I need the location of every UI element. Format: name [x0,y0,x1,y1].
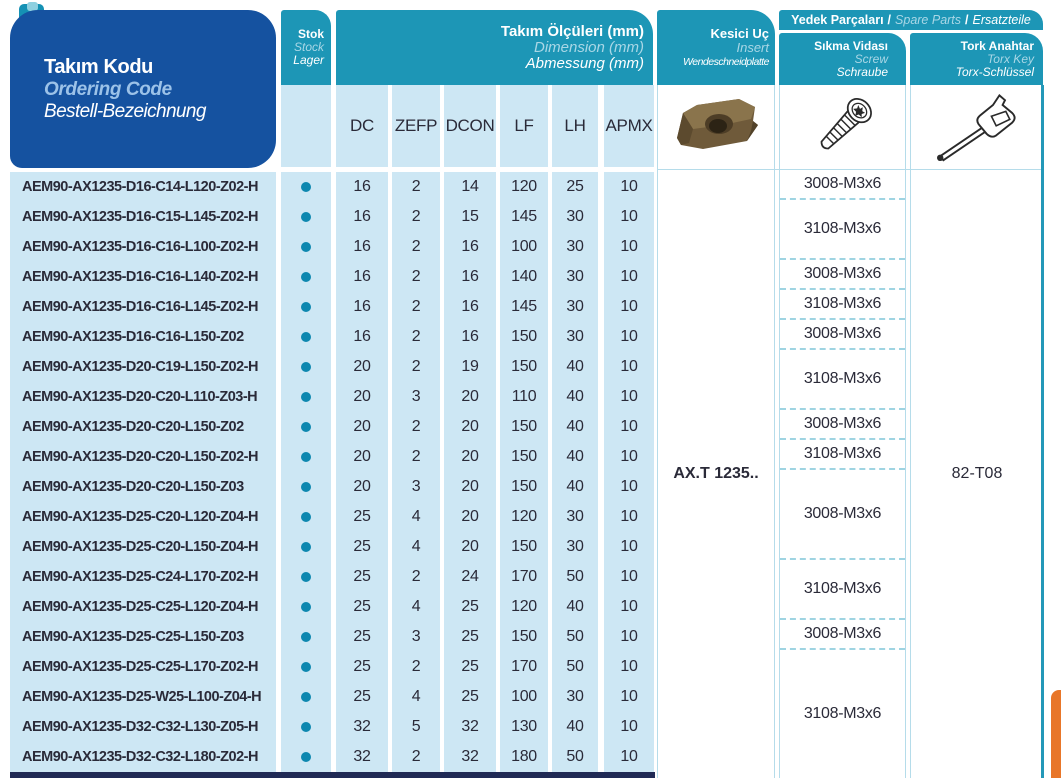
lh-cell: 50 [566,568,584,585]
screw-label-de: Schraube [836,64,888,79]
spare-parts-label-de: Ersatzteile [972,13,1031,27]
dc-cell: 25 [353,508,371,525]
zefp-cell: 4 [411,688,421,705]
code-cell: AEM90-AX1235-D32-C32-L130-Z05-H [22,719,258,735]
lh-cell: 50 [566,658,584,675]
screw-value-cell: 3008-M3x6 [780,260,905,290]
stock-cell [281,682,331,712]
insert-code-cell: AX.T 1235.. [657,170,775,778]
insert-label-tr: Kesici Uç [710,25,769,41]
stock-cell [281,712,331,742]
lh-cell: 50 [566,628,584,645]
dc-cell: 25 [353,598,371,615]
stock-cell [281,172,331,202]
lf-cell: 170 [511,568,537,585]
screw-value-cell: 3008-M3x6 [780,410,905,440]
dcon-cell: 15 [461,208,479,225]
stock-cell [281,742,331,772]
apmx-cell: 10 [620,688,638,705]
code-cell: AEM90-AX1235-D25-C24-L170-Z02-H [22,569,258,585]
spare-parts-label-en: Spare Parts [895,13,962,27]
zefp-cell: 2 [411,448,421,465]
stock-cell [281,412,331,442]
in-stock-dot-icon [301,602,311,612]
insert-photo-cell [657,85,775,169]
dcon-cell: 25 [461,628,479,645]
dimensions-label-de: Abmessung (mm) [525,54,644,72]
zefp-cell: 2 [411,178,421,195]
apmx-cell: 10 [620,628,638,645]
zefp-column [392,172,440,772]
lf-cell: 100 [511,238,537,255]
zefp-cell: 4 [411,598,421,615]
stock-cell [281,532,331,562]
stock-cell [281,232,331,262]
zefp-cell: 2 [411,208,421,225]
zefp-cell: 2 [411,238,421,255]
in-stock-dot-icon [301,212,311,222]
lf-cell: 140 [511,268,537,285]
dcon-cell: 32 [461,718,479,735]
stock-cell [281,502,331,532]
dc-cell: 32 [353,718,371,735]
insert-label-en: Insert [736,39,769,55]
dcon-cell: 16 [461,268,479,285]
dcon-cell: 20 [461,538,479,555]
code-cell: AEM90-AX1235-D16-C16-L100-Z02-H [22,239,258,255]
dcon-cell: 25 [461,688,479,705]
screw-label-tr: Sıkma Vidası [814,38,888,53]
stock-cell [281,352,331,382]
lf-cell: 120 [511,178,537,195]
stock-cell [281,442,331,472]
table-right-edge [1041,85,1044,778]
lf-cell: 170 [511,658,537,675]
dc-cell: 25 [353,568,371,585]
screw-column [779,170,906,778]
column-header-lh: LH [552,85,598,167]
dcon-cell: 20 [461,508,479,525]
torx-key-label-tr: Tork Anahtar [960,38,1034,53]
dc-cell: 20 [353,388,371,405]
dc-cell: 16 [353,268,371,285]
code-cell: AEM90-AX1235-D20-C19-L150-Z02-H [22,359,258,375]
torx-key-photo-cell [910,85,1043,169]
stock-label-en: Stock [293,40,324,54]
code-cell: AEM90-AX1235-D20-C20-L110-Z03-H [22,389,258,405]
apmx-cell: 10 [620,718,638,735]
bottom-navy-bar [10,772,655,778]
dcon-cell: 32 [461,748,479,765]
dcon-cell: 16 [461,328,479,345]
apmx-cell: 10 [620,748,638,765]
lh-cell: 40 [566,418,584,435]
stock-cell [281,292,331,322]
dcon-cell: 20 [461,448,479,465]
stock-cell [281,652,331,682]
dc-cell: 16 [353,178,371,195]
page-edge-orange-tab [1051,690,1061,778]
dcon-cell: 20 [461,388,479,405]
in-stock-dot-icon [301,422,311,432]
zefp-cell: 4 [411,538,421,555]
dc-cell: 25 [353,658,371,675]
code-cell: AEM90-AX1235-D25-C25-L150-Z03 [22,629,244,645]
lh-column [552,172,598,772]
column-header-dc: DC [336,85,388,167]
lf-column [500,172,548,772]
stock-cell [281,622,331,652]
in-stock-dot-icon [301,332,311,342]
lf-cell: 145 [511,208,537,225]
spare-parts-label-tr: Yedek Parçaları [791,13,884,27]
code-cell: AEM90-AX1235-D16-C16-L150-Z02 [22,329,244,345]
apmx-cell: 10 [620,508,638,525]
spare-parts-band [779,10,1043,30]
lh-cell: 30 [566,298,584,315]
column-header-apmx: APMX [604,85,654,167]
code-cell: AEM90-AX1235-D25-C20-L120-Z04-H [22,509,258,525]
dcon-column [444,172,496,772]
zefp-cell: 4 [411,508,421,525]
dc-cell: 16 [353,328,371,345]
lf-cell: 150 [511,328,537,345]
stock-cell [281,262,331,292]
lh-cell: 40 [566,388,584,405]
stock-label-de: Lager [293,53,324,67]
code-cell: AEM90-AX1235-D20-C20-L150-Z03 [22,479,244,495]
dc-cell: 25 [353,628,371,645]
table-top-rule [657,169,1044,170]
ordering-code-title-de: Bestell-Bezeichnung [44,100,206,122]
apmx-cell: 10 [620,238,638,255]
screw-value-cell: 3108-M3x6 [780,200,905,260]
column-header-lf: LF [500,85,548,167]
dc-cell: 16 [353,238,371,255]
in-stock-dot-icon [301,542,311,552]
code-cell: AEM90-AX1235-D16-C16-L145-Z02-H [22,299,258,315]
apmx-cell: 10 [620,538,638,555]
screw-value-cell: 3108-M3x6 [780,440,905,470]
lf-cell: 100 [511,688,537,705]
stock-header [281,10,331,85]
dcon-cell: 19 [461,358,479,375]
lh-cell: 50 [566,748,584,765]
apmx-cell: 10 [620,328,638,345]
code-cell: AEM90-AX1235-D20-C20-L150-Z02 [22,419,244,435]
code-cell: AEM90-AX1235-D16-C14-L120-Z02-H [22,179,258,195]
apmx-cell: 10 [620,208,638,225]
dcon-cell: 20 [461,418,479,435]
stock-cell [281,592,331,622]
screw-value-cell: 3108-M3x6 [780,350,905,410]
dc-cell: 20 [353,418,371,435]
lh-cell: 25 [566,178,584,195]
lh-cell: 40 [566,718,584,735]
screw-label-en: Screw [854,51,888,66]
screw-value-cell: 3108-M3x6 [780,560,905,620]
lh-cell: 30 [566,208,584,225]
dc-cell: 20 [353,478,371,495]
in-stock-dot-icon [301,752,311,762]
zefp-cell: 3 [411,478,421,495]
screw-photo-cell [779,85,906,169]
stock-cell [281,472,331,502]
dcon-cell: 16 [461,238,479,255]
lf-cell: 150 [511,478,537,495]
apmx-cell: 10 [620,478,638,495]
code-cell: AEM90-AX1235-D20-C20-L150-Z02-H [22,449,258,465]
code-column [10,172,276,772]
zefp-cell: 2 [411,358,421,375]
code-cell: AEM90-AX1235-D16-C15-L145-Z02-H [22,209,258,225]
in-stock-dot-icon [301,272,311,282]
stock-subheader-cell [281,85,331,167]
code-cell: AEM90-AX1235-D25-C25-L120-Z04-H [22,599,258,615]
in-stock-dot-icon [301,512,311,522]
zefp-cell: 2 [411,268,421,285]
dimensions-label-tr: Takım Ölçüleri (mm) [500,22,644,40]
dc-cell: 25 [353,688,371,705]
apmx-cell: 10 [620,178,638,195]
ordering-code-title-en: Ordering Code [44,78,172,100]
in-stock-dot-icon [301,482,311,492]
in-stock-dot-icon [301,632,311,642]
torx-key-header [910,33,1043,85]
lf-cell: 110 [511,388,537,405]
zefp-cell: 2 [411,748,421,765]
in-stock-dot-icon [301,662,311,672]
dc-cell: 20 [353,358,371,375]
stock-cell [281,202,331,232]
zefp-cell: 2 [411,298,421,315]
stock-cell [281,322,331,352]
in-stock-dot-icon [301,392,311,402]
zefp-cell: 2 [411,658,421,675]
dimensions-header [336,10,653,85]
dc-cell: 25 [353,538,371,555]
torx-key-drawing-icon [929,89,1025,165]
screw-value-cell: 3108-M3x6 [803,705,882,722]
apmx-cell: 10 [620,298,638,315]
lf-cell: 150 [511,628,537,645]
apmx-cell: 10 [620,568,638,585]
dcon-cell: 24 [461,568,479,585]
apmx-cell: 10 [620,658,638,675]
lf-cell: 150 [511,418,537,435]
in-stock-dot-icon [301,572,311,582]
lh-cell: 30 [566,328,584,345]
lh-cell: 40 [566,598,584,615]
dcon-cell: 25 [461,658,479,675]
zefp-cell: 2 [411,568,421,585]
separator: / [965,13,969,27]
lh-cell: 40 [566,358,584,375]
lf-cell: 120 [511,508,537,525]
apmx-cell: 10 [620,598,638,615]
dc-cell: 32 [353,748,371,765]
dimensions-label-en: Dimension (mm) [533,38,644,56]
ordering-code-title-tr: Takım Kodu [44,55,153,78]
zefp-cell: 2 [411,418,421,435]
code-cell: AEM90-AX1235-D32-C32-L180-Z02-H [22,749,258,765]
stock-column [281,172,331,772]
torx-screw-drawing-icon [803,90,883,164]
code-cell: AEM90-AX1235-D25-C20-L150-Z04-H [22,539,258,555]
torx-key-label-en: Torx Key [987,51,1034,66]
dc-column [336,172,388,772]
screw-value-cell: 3008-M3x6 [780,620,905,650]
stock-cell [281,562,331,592]
code-cell: AEM90-AX1235-D25-W25-L100-Z04-H [22,689,262,705]
apmx-cell: 10 [620,268,638,285]
zefp-cell: 3 [411,628,421,645]
screw-value-cell: 3008-M3x6 [780,320,905,350]
screw-header [779,33,906,85]
screw-value-cell: 3008-M3x6 [780,470,905,560]
milling-insert-photo-icon [663,91,769,163]
insert-header [657,10,775,85]
lf-cell: 130 [511,718,537,735]
apmx-cell: 10 [620,388,638,405]
lh-cell: 30 [566,508,584,525]
separator: / [887,13,892,27]
lh-cell: 30 [566,268,584,285]
torx-key-label-de: Torx-Schlüssel [955,64,1034,79]
in-stock-dot-icon [301,182,311,192]
lf-cell: 120 [511,598,537,615]
dcon-cell: 16 [461,298,479,315]
dcon-cell: 25 [461,598,479,615]
apmx-cell: 10 [620,448,638,465]
lh-cell: 40 [566,448,584,465]
dc-cell: 20 [353,448,371,465]
code-cell: AEM90-AX1235-D25-C25-L170-Z02-H [22,659,258,675]
dcon-cell: 14 [461,178,479,195]
lh-cell: 30 [566,238,584,255]
stock-cell [281,382,331,412]
zefp-cell: 3 [411,388,421,405]
column-header-dcon: DCON [444,85,496,167]
dc-cell: 16 [353,298,371,315]
apmx-column [604,172,654,772]
dc-cell: 16 [353,208,371,225]
lh-cell: 30 [566,688,584,705]
lh-cell: 40 [566,478,584,495]
in-stock-dot-icon [301,302,311,312]
lf-cell: 150 [511,448,537,465]
insert-label-de: Wendeschneidplatte [683,55,769,68]
dcon-cell: 20 [461,478,479,495]
lf-cell: 180 [511,748,537,765]
stock-label-tr: Stok [297,27,324,41]
lh-cell: 30 [566,538,584,555]
screw-value-cell: 3008-M3x6 [780,170,905,200]
in-stock-dot-icon [301,362,311,372]
code-cell: AEM90-AX1235-D16-C16-L140-Z02-H [22,269,258,285]
in-stock-dot-icon [301,242,311,252]
lf-cell: 145 [511,298,537,315]
apmx-cell: 10 [620,418,638,435]
in-stock-dot-icon [301,722,311,732]
lf-cell: 150 [511,358,537,375]
ordering-code-header [10,10,276,168]
in-stock-dot-icon [301,692,311,702]
lf-cell: 150 [511,538,537,555]
torx-value-cell: 82-T08 [910,170,1043,778]
zefp-cell: 2 [411,328,421,345]
column-header-zefp: ZEFP [392,85,440,167]
in-stock-dot-icon [301,452,311,462]
zefp-cell: 5 [411,718,421,735]
apmx-cell: 10 [620,358,638,375]
screw-value-cell: 3108-M3x6 [780,290,905,320]
